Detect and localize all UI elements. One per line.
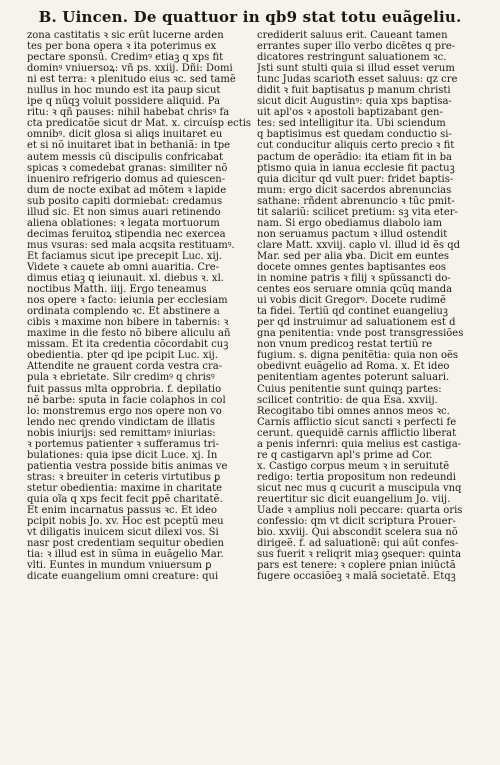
text-line: dominꝰ vniuersoꝝ: vñ ps. xxiij. Dñi: Domi xyxy=(27,63,233,75)
text-line: tit salariũ: scilicet pretium: sꝫ vita eter- xyxy=(257,206,458,218)
text-line: redigo: tertia propositum non redeundi xyxy=(257,471,456,483)
text-line: sus fuerit ꝛ reliqrit miaꝫ ꝯsequer: quinta xyxy=(257,549,462,561)
text-line: decimas feruitoꝝ stipendia nec exercea xyxy=(27,228,226,240)
text-line: penitentiam agentes poterunt saluari. xyxy=(257,372,450,384)
text-line: centes eos seruare omnia qcũq manda xyxy=(257,284,453,296)
text-line: nẽ barbe: sputa in facie colaphos in col xyxy=(27,394,226,406)
text-line: crediderit saluus erit. Caueant tamen xyxy=(257,30,448,41)
text-line: dum de nocte exibat ad mõtem ꝛ lapide xyxy=(27,184,227,196)
text-line: aliena oblationes: ꝛ legata mortuorum xyxy=(27,217,220,229)
text-line: pula ꝛ ebrietate. Silr credimꝰ q chrisꝰ xyxy=(27,372,215,384)
text-line: ordinata complendo ꝛc. Et abstinere a xyxy=(27,306,220,318)
text-line: non seruamus pactum ꝛ illud ostendit xyxy=(257,228,448,240)
text-line: sicut dicit Augustinꝰ: quia xps baptisa- xyxy=(257,96,452,108)
text-line: sub posito capiti dormiebat: credamus xyxy=(27,195,223,207)
text-line: cibis ꝛ maxime non bibere in tabernis: ꝛ xyxy=(27,317,229,329)
text-line: cta predicatõe sicut dr Mat. x. circuísp ectis xyxy=(27,118,252,130)
text-line: obedivnt euãgelio ad Roma. x. Et ideo xyxy=(257,361,450,373)
text-line: illud sic. Et non simus auari retinendo xyxy=(27,206,221,218)
text-line: vlti. Euntes in mundum vniuersum ꝑ xyxy=(27,560,212,572)
text-line: tunc Judas scariotħ esset saluus: qz cre xyxy=(257,74,458,86)
text-line: ipe q nûqꝫ voluit possidere aliquid. Pa xyxy=(27,96,221,108)
text-line: nasr post credentiam sequitur obedien xyxy=(27,538,224,550)
text-line: spicas ꝛ comedebat granas: similiter nõ xyxy=(27,162,228,174)
text-line: et si nõ inuitaret ibat in bethaniã: in tpe xyxy=(27,140,231,152)
text-line: re q castigarvn apl's prime ad Cor. xyxy=(257,449,433,461)
text-line: x. Castigo corpus meum ꝛ in seruitutẽ xyxy=(257,460,450,472)
text-line: obedientia. pter qd ipe pcipit Luc. xij. xyxy=(27,350,218,362)
text-line: Mar. sed per alia ꝟba. Dicit em euntes xyxy=(257,250,450,262)
text-line: mus vsuras: sed mala acqsita restituamꝰ. xyxy=(27,239,235,251)
text-line: a penis infernri: quia melius est castiga- xyxy=(257,438,462,450)
text-line: nam. Si ergo obediamus diabolo iam xyxy=(257,217,442,229)
text-line: pectare sponsû. Credimꝰ etiaꝫ q xps fit xyxy=(27,52,224,64)
text-line: lo: monstremus ergo nos opere non vo xyxy=(27,405,222,417)
text-line: ꝛ portemus patienter ꝛ sufferamus tri- xyxy=(27,438,219,450)
text-line: bio. xxviij. Qui abscondit scelera sua nõ xyxy=(257,527,458,539)
text-line: ta fidei. Tertiũ qd continet euangeliuꝫ xyxy=(257,306,448,318)
text-line: in nomine patris ꝛ filij ꝛ spũssancti do- xyxy=(257,273,451,285)
text-line: mum: ergo dicit sacerdos abrenuncias xyxy=(257,184,452,196)
text-line: maxime in die festo nõ bibere aliculu añ xyxy=(27,328,231,340)
text-line: Attendite ne grauent corda vestra cra- xyxy=(27,361,223,373)
text-line: q baptisimus est quedam conductio si- xyxy=(257,129,452,141)
text-line: fugere occasiõeꝫ ꝛ malã societatẽ. Etqꝫ xyxy=(257,571,456,583)
text-line: Recogitabo tibi omnes annos meos ꝛc. xyxy=(257,405,450,417)
text-line: vt diligatis inuicem sicut dilexi vos. Si xyxy=(27,527,219,539)
text-line: dirigeẽ. f. ad saluationẽ: qui aũt confes- xyxy=(257,538,459,550)
text-line: scilicet contritio: de qua Esa. xxviij. xyxy=(257,394,438,406)
text-line: clare Matt. xxviij. caplo vl. illud id ẽs qd xyxy=(257,239,461,251)
text-line: fugium. s. digna penitẽtia: quia non oẽs xyxy=(257,350,459,362)
text-line: sathane: rñdent abrenuncio ꝛ tũc pmit- xyxy=(257,195,455,207)
text-line: confessio: qm vt dicit scriptura Prouer- xyxy=(257,516,456,528)
text-line: autem messis cû discipulis confricabat xyxy=(27,151,224,163)
text-line: nullus in hoc mundo est ita paup sicut xyxy=(27,85,221,97)
running-header: B. Uincen. De quattuor in qb9 stat totu euãgeliu. xyxy=(38,8,462,26)
text-line: pactum de operãdio: ita etiam fit in ba xyxy=(257,151,452,163)
text-line: Et enim incarnatus passus ꝛc. Et ideo xyxy=(27,505,217,517)
text-line: didit ꝛ fuit baptisatus p manum christi xyxy=(257,85,451,97)
text-line: fuit passus mlta opprobria. f. depilatio xyxy=(27,383,222,395)
text-line: ritu: ꝛ qñ pauses: nihil habebat chrisꝰ fa xyxy=(27,107,230,119)
text-line: pars est tenere: ꝛ coplere pnian iniũctã xyxy=(257,560,456,572)
text-line: dicatores restringunt saluationem ꝛc. xyxy=(257,52,447,64)
text-line: nos opere ꝛ facto: ieiunia per ecclesiam xyxy=(27,295,228,307)
text-line: bulationes: quia ipse dicit Luce. xj. In xyxy=(27,449,218,461)
text-line: dicate euangelium omni creature: qui xyxy=(27,571,219,583)
text-line: missam. Et ita credentia cõcordabit cuꝫ xyxy=(27,339,229,351)
text-line: quia oĩa q xps fecit fecit ꝑpẽ charitatẽ. xyxy=(27,493,223,505)
text-line: Jsti sunt stulti quia si illud esset verum xyxy=(257,63,455,75)
text-line: Cuius penitentie sunt quinqꝫ partes: xyxy=(257,383,442,395)
text-line: cerunt. quequidẽ carnis afflictio liberat xyxy=(257,427,457,439)
text-line: reuertitur sic dicit euangelium Jo. viij. xyxy=(257,493,451,505)
text-line: stetur obedientia: maxime in charitate xyxy=(27,482,223,494)
text-line: errantes super illo verbo dicẽtes q pre- xyxy=(257,41,456,53)
text-line: Uade ꝛ amplius noli peccare: quarta oris xyxy=(257,505,463,517)
text-line: per qd instruimur ad saluationem est d xyxy=(257,317,456,329)
text-line: lendo nec qrendo vindictam de illatis xyxy=(27,416,215,428)
text-line: tes per bona opera ꝛ ita poterimus ex xyxy=(27,41,217,53)
text-line: stras: ꝛ breuiter in ceteris virtutibus ꝑ xyxy=(27,471,221,483)
text-line: inueniro refrigerio domus ad quiescen- xyxy=(27,173,226,185)
text-line: Videte ꝛ cauete ab omni auaritia. Cre- xyxy=(27,261,220,273)
text-line: nobis iniurijs: sed remittamꝰ iniurias: xyxy=(27,427,216,439)
text-line: docete omnes gentes baptisantes eos xyxy=(257,261,447,273)
text-line: cut conducitur aliquis certo precio ꝛ fit xyxy=(257,140,455,152)
text-line: Carnis afflictio sicut sancti ꝛ perfecti fe xyxy=(257,416,457,428)
text-line: dimus etiaꝫ q ieiunauit. xl. diebus ꝛ. xl. xyxy=(27,273,224,285)
text-line: non vnum predicoꝫ restat tertiũ re xyxy=(257,339,433,351)
text-line: ui vobis dicit Gregorꝰ. Docete rudimẽ xyxy=(257,295,446,307)
text-line: uit apl'os ꝛ apostoli baptizabant gen- xyxy=(257,107,443,119)
text-line: zona castitatis ꝛ sic erût lucerne arden xyxy=(27,30,224,41)
text-line: ni est terra: ꝛ plenitudo eius ꝛc. sed tamẽ xyxy=(27,74,236,86)
text-line: gna penitentia: vnde post transgressiões xyxy=(257,328,464,340)
text-line: ptismo quia in ianua ecclesie fit pactuꝫ xyxy=(257,162,455,174)
text-line: tia: ꝛ illud est in sũma in euãgelio Mar. xyxy=(27,549,224,561)
text-line: sicut nec mus q cucurit a muscipula vnq xyxy=(257,482,462,494)
text-line: pcipit nobis Jo. xv. Hoc est pceptũ meu xyxy=(27,516,224,528)
text-line: omnibꝰ. dicit glosa si aliqs inuitaret eu xyxy=(27,129,223,141)
text-line: Et faciamus sicut ipe precepit Luc. xij. xyxy=(27,250,222,262)
text-line: noctibus Matth. iiij. Ergo teneamus xyxy=(27,284,207,296)
text-line: quia dicitur qd vult puer: fridet baptis- xyxy=(257,173,454,185)
text-column-left xyxy=(27,30,258,582)
text-line: tes: sed intelligitur ita. Ubi sciendum xyxy=(257,118,446,130)
text-line: patientia vestra posside bitis animas ve xyxy=(27,460,228,472)
text-column-right xyxy=(257,30,488,582)
